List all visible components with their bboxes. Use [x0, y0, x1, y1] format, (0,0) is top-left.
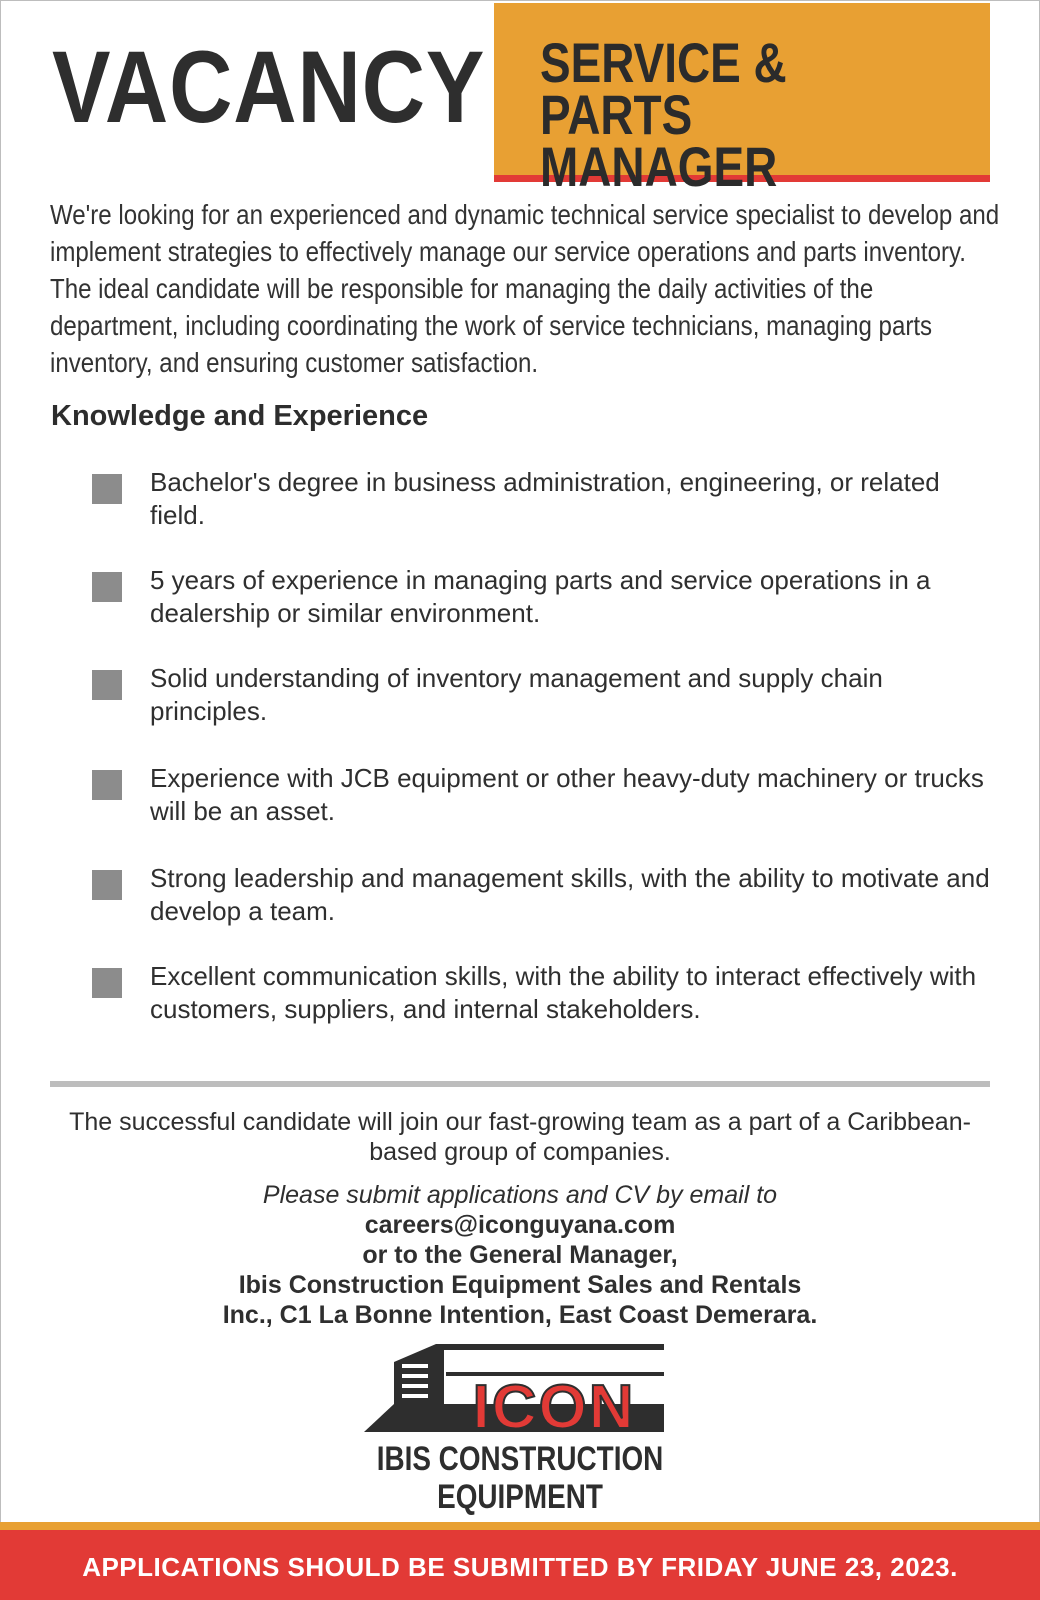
- list-item: [92, 564, 992, 662]
- deadline-banner: [0, 1522, 1040, 1600]
- role-title: SERVICE & PARTS MANAGER: [540, 31, 787, 198]
- requirement-text: Strong leadership and management skills, with the ability to motivate and develop a team.: [150, 863, 990, 926]
- list-item: [92, 466, 992, 564]
- requirement-text: Bachelor's degree in business administration, engineering, or related field.: [150, 467, 940, 530]
- vacancy-heading: VACANCY: [52, 30, 486, 144]
- role-title-box: [494, 3, 990, 198]
- list-item: [92, 762, 992, 862]
- requirement-text: Solid understanding of inventory management and supply chain principles.: [150, 663, 883, 726]
- closing-paragraph: The successful candidate will join our fast-growing team as a part of a Caribbean-based group of companies.: [69, 1108, 971, 1166]
- careers-email-link[interactable]: careers@iconguyana.com: [364, 1211, 676, 1239]
- intro-paragraph: We're looking for an experienced and dynamic technical service specialist to develop and implement strategies to effectively manage our service operations and parts inventory. The ideal candidate will be responsible for managing the daily activities of the department, including coordinating the work of service technicians, managing parts inventory, and ensuring customer satisfaction.: [50, 199, 1000, 378]
- square-bullet-icon: [92, 770, 122, 800]
- square-bullet-icon: [92, 670, 122, 700]
- list-item: [92, 960, 992, 1026]
- general-manager-line: or to the General Manager,: [362, 1241, 678, 1269]
- square-bullet-icon: [92, 572, 122, 602]
- requirement-text: 5 years of experience in managing parts and service operations in a dealership or similar environment.: [150, 565, 931, 628]
- list-item: [92, 662, 992, 762]
- submission-info: [50, 1180, 990, 1330]
- company-name-line-1: IBIS CONSTRUCTION EQUIPMENT: [376, 1440, 664, 1516]
- icon-logo: [364, 1342, 684, 1442]
- address-line-2: Inc., C1 La Bonne Intention, East Coast Demerara.: [222, 1301, 818, 1329]
- logo-wordmark: ICON: [472, 1373, 636, 1442]
- requirement-text: Excellent communication skills, with the ability to interact effectively with customers, suppliers, and internal stakeholders.: [150, 961, 977, 1024]
- submission-instruction: Please submit applications and CV by email to: [262, 1181, 778, 1209]
- requirements-list: [92, 466, 992, 1026]
- section-divider: [50, 1081, 990, 1087]
- address-line-1: Ibis Construction Equipment Sales and Rentals: [238, 1271, 802, 1299]
- requirement-text: Experience with JCB equipment or other heavy-duty machinery or trucks will be an asset.: [150, 763, 984, 826]
- square-bullet-icon: [92, 870, 122, 900]
- square-bullet-icon: [92, 474, 122, 504]
- square-bullet-icon: [92, 968, 122, 998]
- list-item: [92, 862, 992, 960]
- requirements-heading: Knowledge and Experience: [51, 400, 429, 432]
- deadline-text: APPLICATIONS SHOULD BE SUBMITTED BY FRIDAY JUNE 23, 2023.: [82, 1552, 958, 1582]
